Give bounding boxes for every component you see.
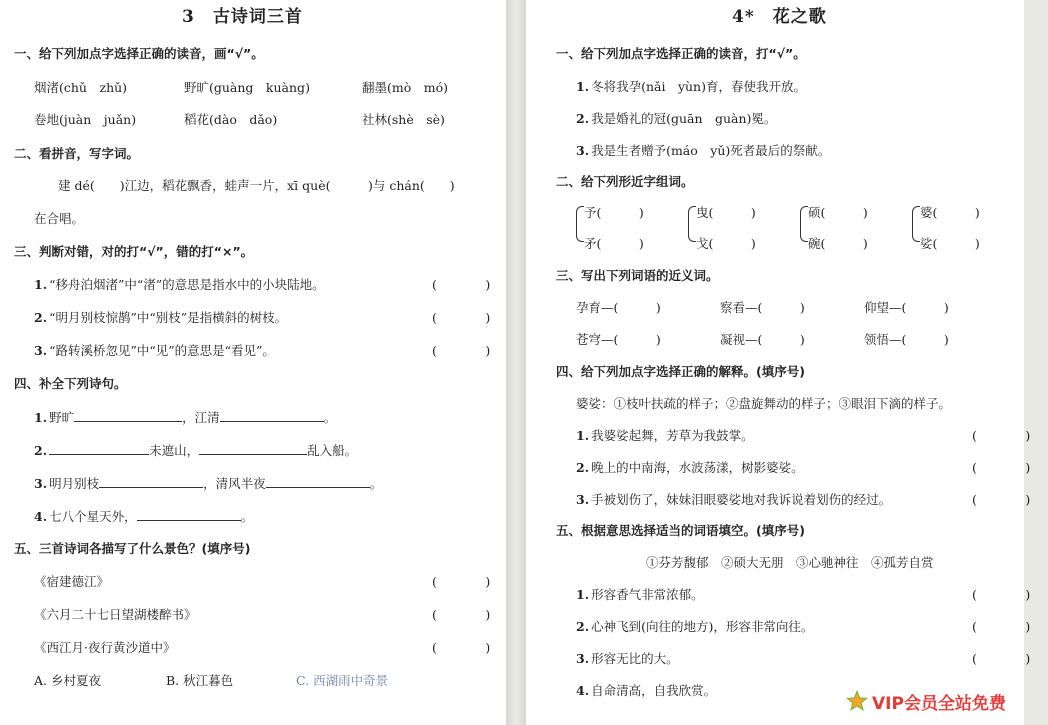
definition-text: 婆娑：①枝叶扶疏的样子；②盘旋舞动的样子；③眼泪下滴的样子。 (576, 396, 952, 411)
section-heading: 一、给下列加点字选择正确的读音，画“√”。 (14, 46, 264, 61)
item-number: 3. (34, 343, 48, 358)
reading-item (576, 111, 776, 127)
verse-text: ，江清 (182, 410, 220, 425)
synonym-item: 苍穹—( ) (576, 332, 661, 347)
char-pair-word: 予( ) (584, 205, 644, 220)
pinyin-option: 野旷(guàng kuàng) (184, 80, 310, 95)
vip-watermark (842, 688, 1010, 714)
verse-text: 。 (240, 509, 254, 524)
answer-paren[interactable]: ( ) (972, 492, 1048, 507)
verse-text: 乱入船。 (307, 443, 358, 458)
left-page (0, 0, 509, 725)
section-heading: 三、判断对错，对的打“√”，错的打“×”。 (14, 244, 254, 259)
meaning-item (576, 492, 891, 508)
section-heading: 三、写出下列词语的近义词。 (556, 268, 719, 283)
answer-paren[interactable]: ( ) (432, 277, 509, 292)
answer-paren[interactable]: ( ) (432, 574, 509, 589)
meaning-item (576, 428, 754, 444)
answer-blank[interactable] (266, 475, 370, 488)
item-number: 4. (34, 509, 48, 524)
poem-fill-line (34, 409, 336, 426)
pinyin-fill-line: 在合唱。 (34, 211, 85, 226)
verse-text: 野旷 (49, 410, 75, 425)
char-pair-word: 娑( ) (920, 236, 980, 251)
fill-item (576, 651, 679, 667)
scene-option: C. 西湖雨中奇景 (296, 673, 389, 688)
verse-text: 未遮山， (149, 443, 200, 458)
judge-item (34, 343, 275, 359)
item-number: 3. (576, 143, 590, 158)
answer-blank[interactable] (220, 409, 324, 422)
item-text: 晚上的中南海，水波荡漾，树影婆娑。 (591, 460, 804, 475)
section-heading: 四、补全下列诗句。 (14, 376, 127, 391)
item-number: 4. (576, 683, 590, 698)
poem-title: 《宿建德江》 (34, 574, 110, 589)
lesson-title: 4* 花之歌 (732, 7, 827, 27)
word-options: ①芬芳馥郁 ②硕大无朋 ③心驰神往 ④孤芳自赏 (646, 555, 934, 570)
char-pair-word: 曳( ) (696, 205, 756, 220)
verse-text: 七八个星天外， (49, 509, 137, 524)
answer-blank[interactable] (49, 442, 149, 455)
item-number: 1. (576, 587, 590, 602)
fill-item (576, 587, 704, 603)
char-pair-word: 婆( ) (920, 205, 980, 220)
item-number: 1. (576, 79, 590, 94)
brace-icon (912, 206, 920, 242)
reading-item (576, 143, 830, 159)
answer-paren[interactable]: ( ) (972, 460, 1048, 475)
item-number: 2. (34, 443, 48, 458)
item-number: 3. (576, 651, 590, 666)
synonym-item: 孕育—( ) (576, 300, 661, 315)
item-number: 2. (576, 460, 590, 475)
char-pair-word: 矛( ) (584, 236, 644, 251)
synonym-item: 仰望—( ) (864, 300, 949, 315)
section-heading: 五、根据意思选择适当的词语填空。(填序号) (556, 523, 805, 538)
item-text: “路转溪桥忽见”中“见”的意思是“看见”。 (49, 343, 275, 358)
answer-paren[interactable]: ( ) (972, 428, 1048, 443)
answer-blank[interactable] (74, 409, 182, 422)
answer-paren[interactable]: ( ) (432, 310, 509, 325)
scene-option: A. 乡村夏夜 (34, 673, 101, 688)
synonym-item: 察看—( ) (720, 300, 805, 315)
item-number: 3. (576, 492, 590, 507)
answer-blank[interactable] (199, 442, 307, 455)
fill-item (576, 683, 716, 699)
item-number: 3. (34, 476, 48, 491)
item-number: 1. (576, 428, 590, 443)
section-heading: 五、三首诗词各描写了什么景色？(填序号) (14, 541, 251, 556)
item-text: 自命清高，自我欣赏。 (591, 683, 717, 698)
item-text: 心神飞到(向往的地方)，形容非常向往。 (591, 619, 814, 634)
item-text: 我婆娑起舞，芳草为我鼓掌。 (591, 428, 754, 443)
pinyin-option: 卷地(juàn juǎn) (34, 112, 137, 127)
item-text: “移舟泊烟渚”中“渚”的意思是指水中的小块陆地。 (49, 277, 325, 292)
answer-paren[interactable]: ( ) (972, 587, 1048, 602)
brace-icon (576, 206, 584, 242)
star-icon (846, 690, 868, 712)
judge-item (34, 310, 287, 326)
item-text: 形容无比的大。 (591, 651, 679, 666)
pinyin-option: 社林(shè sè) (362, 112, 445, 127)
fill-item (576, 619, 813, 635)
lesson-title: 3 古诗词三首 (182, 7, 303, 27)
synonym-item: 领悟—( ) (864, 332, 949, 347)
answer-paren[interactable]: ( ) (432, 640, 509, 655)
answer-paren[interactable]: ( ) (432, 343, 509, 358)
item-text: “明月别枝惊鹊”中“别枝”是指横斜的树枝。 (49, 310, 288, 325)
pinyin-option: 稻花(dào dǎo) (184, 112, 278, 127)
watermark-text: VIP会员全站免费 (872, 693, 1006, 714)
verse-text: 。 (323, 410, 337, 425)
answer-blank[interactable] (99, 475, 203, 488)
section-heading: 二、给下列形近字组词。 (556, 174, 694, 189)
item-text: 我是生者赠予(máo yǔ)死者最后的祭献。 (591, 143, 831, 158)
item-text: 手被划伤了，妹妹泪眼婆娑地对我诉说着划伤的经过。 (591, 492, 892, 507)
verse-text: 。 (369, 476, 383, 491)
item-number: 2. (576, 111, 590, 126)
section-heading: 四、给下列加点字选择正确的解释。(填序号) (556, 364, 805, 379)
synonym-item: 凝视—( ) (720, 332, 805, 347)
char-pair-word: 碗( ) (808, 236, 868, 251)
section-heading: 二、看拼音，写字词。 (14, 146, 140, 161)
item-text: 形容香气非常浓郁。 (591, 587, 704, 602)
item-number: 1. (34, 277, 48, 292)
answer-paren[interactable]: ( ) (972, 651, 1048, 666)
item-text: 冬将我孕(nǎi yùn)育，春使我开放。 (591, 79, 806, 94)
reading-item (576, 79, 806, 95)
pinyin-option: 翻墨(mò mó) (362, 80, 449, 95)
poem-fill-line (34, 475, 382, 492)
scene-option: B. 秋江暮色 (166, 673, 234, 688)
verse-text: ，清风半夜 (203, 476, 266, 491)
section-heading: 一、给下列加点字选择正确的读音，打“√”。 (556, 46, 806, 61)
poem-title: 《六月二十七日望湖楼醉书》 (34, 607, 197, 622)
char-pair-word: 硕( ) (808, 205, 868, 220)
brace-icon (688, 206, 696, 242)
page-gutter (506, 0, 526, 725)
poem-fill-line (34, 442, 357, 459)
right-page (526, 0, 1048, 725)
answer-paren[interactable]: ( ) (432, 607, 509, 622)
item-text: 我是婚礼的冠(guān guàn)冕。 (591, 111, 777, 126)
item-number: 1. (34, 410, 48, 425)
verse-text: 明月别枝 (49, 476, 100, 491)
poem-fill-line (34, 508, 253, 525)
char-pair-word: 戈( ) (696, 236, 756, 251)
item-number: 2. (576, 619, 590, 634)
pinyin-option: 烟渚(chǔ zhǔ) (34, 80, 128, 95)
item-number: 2. (34, 310, 48, 325)
judge-item (34, 277, 325, 293)
poem-title: 《西江月·夜行黄沙道中》 (34, 640, 176, 655)
answer-paren[interactable]: ( ) (972, 619, 1048, 634)
answer-blank[interactable] (137, 508, 241, 521)
brace-icon (800, 206, 808, 242)
pinyin-fill-line: 建 dé( )江边，稻花飘香，蛙声一片，xī què( )与 chán( ) (58, 178, 455, 193)
meaning-item (576, 460, 804, 476)
